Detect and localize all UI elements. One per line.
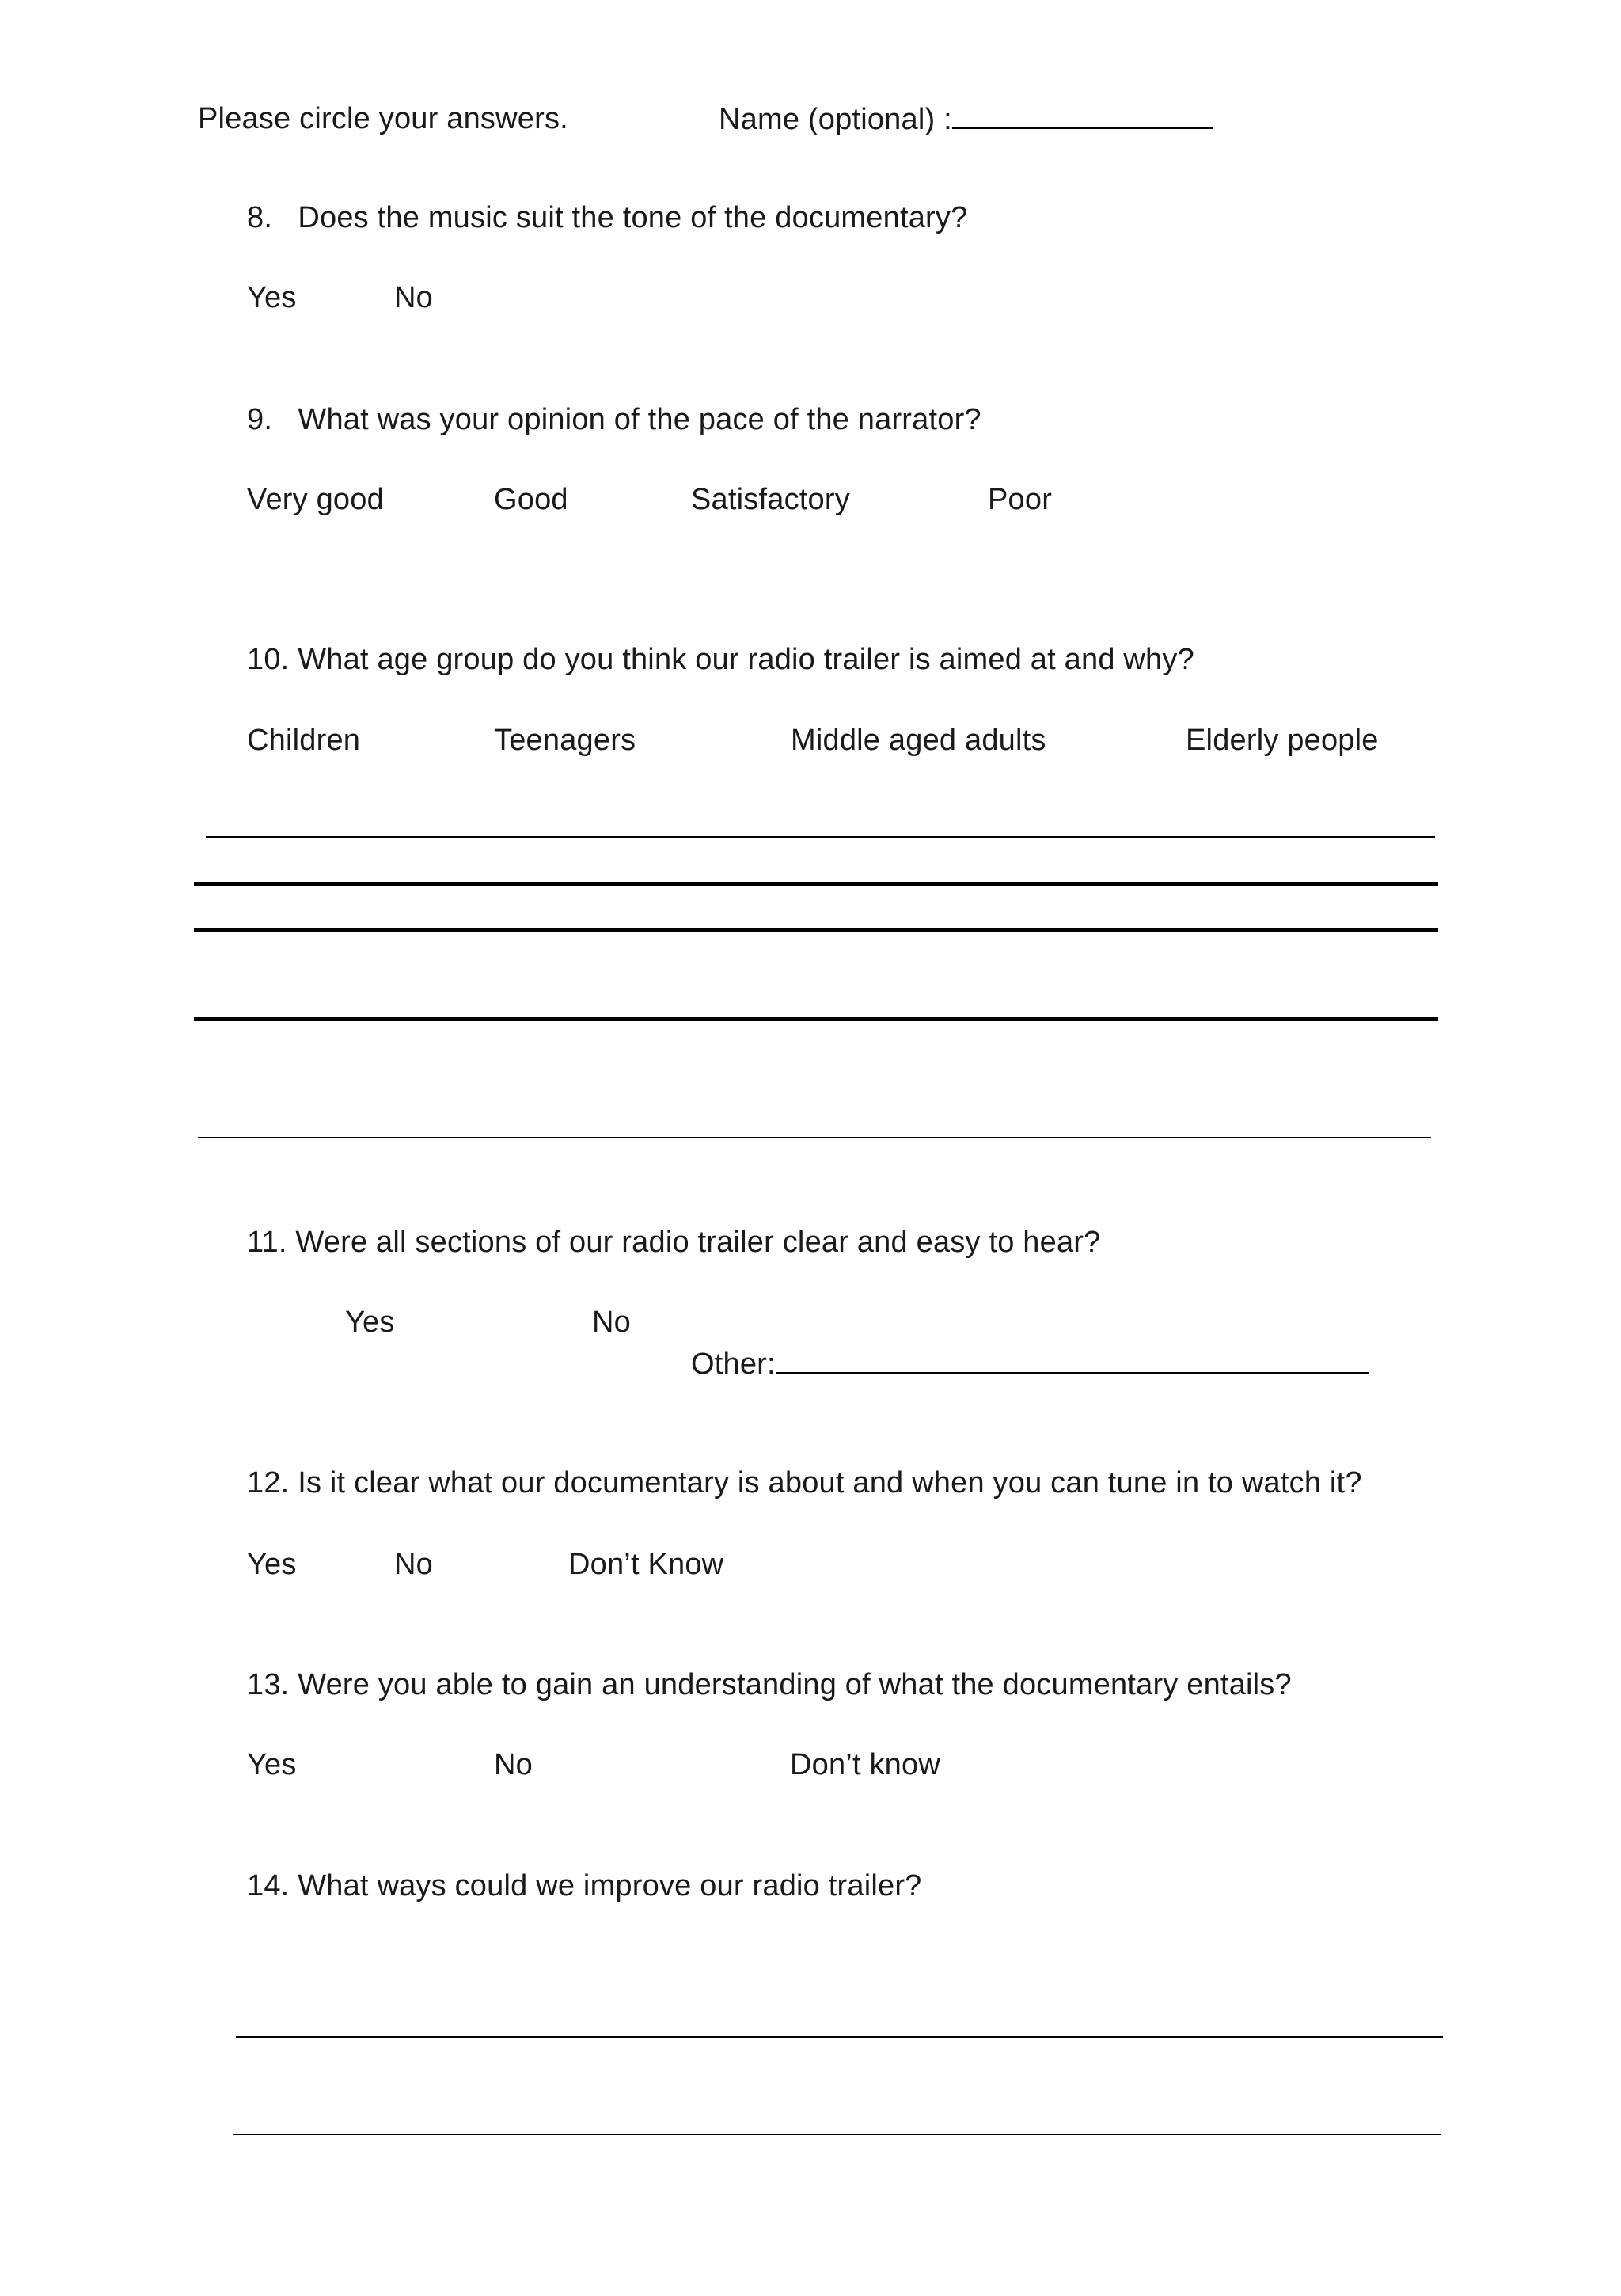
q9-option-very-good[interactable]: Very good: [247, 483, 384, 516]
q12-option-dont-know[interactable]: Don’t Know: [568, 1548, 724, 1581]
question-text: Were all sections of our radio trailer clear and easy to hear?: [295, 1226, 1101, 1259]
question-12: [247, 1465, 1362, 1501]
answer-line[interactable]: [194, 882, 1438, 886]
question-number: 13.: [247, 1668, 290, 1701]
answer-line[interactable]: [236, 2036, 1443, 2038]
q10-option-elderly-people[interactable]: Elderly people: [1186, 724, 1379, 757]
q13-option-no[interactable]: No: [494, 1748, 533, 1781]
name-field[interactable]: [719, 101, 1213, 138]
q9-option-good[interactable]: Good: [494, 483, 568, 516]
question-8: [247, 200, 967, 236]
q8-option-no[interactable]: No: [394, 281, 433, 314]
q11-other-field[interactable]: [691, 1345, 1369, 1382]
other-label: Other:: [691, 1348, 776, 1381]
q9-option-satisfactory[interactable]: Satisfactory: [691, 483, 850, 516]
answer-line[interactable]: [194, 928, 1438, 932]
q11-option-no[interactable]: No: [592, 1306, 631, 1339]
question-number: 9.: [247, 403, 273, 436]
question-text: Is it clear what our documentary is about and when you can tune in to watch it?: [298, 1466, 1362, 1500]
other-blank[interactable]: [776, 1345, 1369, 1374]
question-number: 8.: [247, 201, 273, 234]
question-text: What was your opinion of the pace of the narrator?: [298, 403, 981, 436]
question-11: [247, 1224, 1100, 1260]
answer-line[interactable]: [233, 2134, 1441, 2135]
q10-option-middle-aged-adults[interactable]: Middle aged adults: [791, 724, 1046, 757]
answer-line[interactable]: [198, 1137, 1431, 1138]
q12-option-yes[interactable]: Yes: [247, 1548, 297, 1581]
q12-option-no[interactable]: No: [394, 1548, 433, 1581]
q9-option-poor[interactable]: Poor: [988, 483, 1053, 516]
instruction-text: Please circle your answers.: [198, 102, 568, 135]
q13-option-yes[interactable]: Yes: [247, 1748, 297, 1781]
question-number: 11.: [247, 1226, 287, 1259]
question-number: 10.: [247, 643, 290, 676]
question-number: 12.: [247, 1466, 290, 1500]
q10-option-teenagers[interactable]: Teenagers: [494, 724, 636, 757]
q11-option-yes[interactable]: Yes: [345, 1306, 395, 1339]
question-10: [247, 641, 1194, 678]
question-number: 14.: [247, 1869, 290, 1903]
q8-option-yes[interactable]: Yes: [247, 281, 297, 314]
answer-line[interactable]: [194, 1017, 1438, 1021]
question-text: Were you able to gain an understanding of what the documentary entails?: [298, 1668, 1292, 1701]
question-text: Does the music suit the tone of the documentary?: [298, 201, 968, 234]
question-14: [247, 1868, 922, 1904]
q13-option-dont-know[interactable]: Don’t know: [790, 1748, 940, 1781]
answer-line[interactable]: [206, 836, 1435, 838]
question-text: What age group do you think our radio trailer is aimed at and why?: [298, 643, 1194, 676]
name-label: Name (optional) :: [719, 103, 952, 136]
question-13: [247, 1667, 1292, 1703]
question-9: [247, 401, 981, 438]
name-blank[interactable]: [952, 101, 1213, 129]
question-text: What ways could we improve our radio trailer?: [298, 1869, 922, 1903]
q10-option-children[interactable]: Children: [247, 724, 361, 757]
